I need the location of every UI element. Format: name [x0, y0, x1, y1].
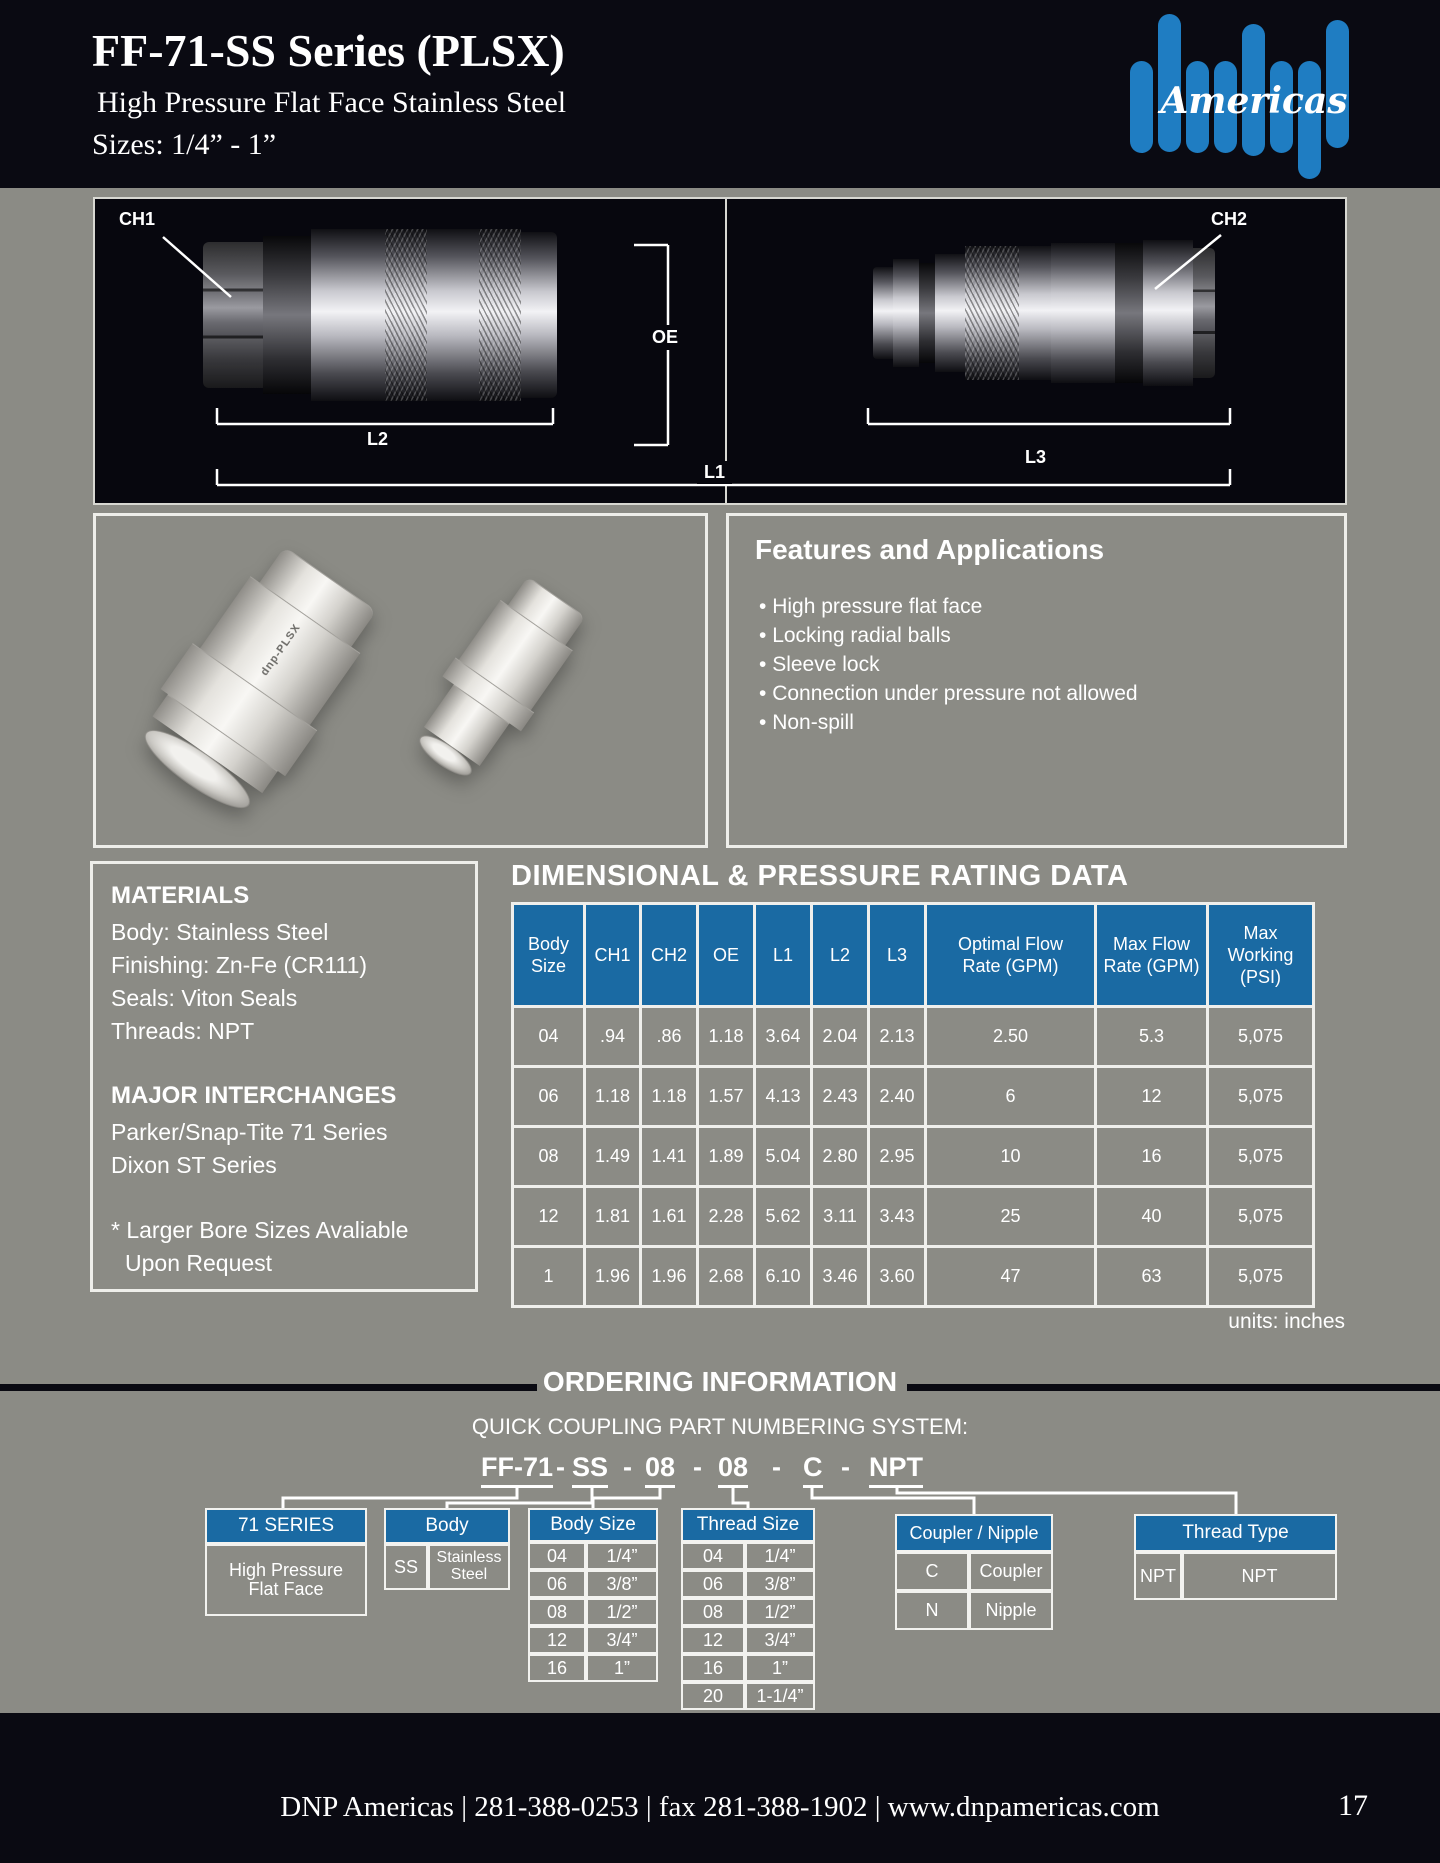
thread-size-box — [681, 1508, 815, 1710]
interchange-line: Dixon ST Series — [111, 1152, 277, 1178]
size-code: 06 — [528, 1570, 586, 1598]
cell: 2.28 — [698, 1187, 755, 1247]
cell: 2.68 — [698, 1247, 755, 1307]
cell: 1.96 — [641, 1247, 698, 1307]
ordering-title: ORDERING INFORMATION — [542, 1366, 898, 1397]
body-box-title: Body — [384, 1508, 510, 1544]
cell: .94 — [585, 1007, 641, 1067]
cell: 12 — [513, 1187, 585, 1247]
series-box-value: High Pressure Flat Face — [205, 1544, 367, 1616]
table-row — [513, 1187, 1314, 1247]
coupler-code: N — [895, 1591, 969, 1630]
cell: 1.18 — [641, 1067, 698, 1127]
cell: 2.40 — [869, 1067, 926, 1127]
series-box-title: 71 SERIES — [205, 1508, 367, 1544]
cell: 3.60 — [869, 1247, 926, 1307]
size-code: 08 — [681, 1598, 745, 1626]
column-header: Max Working (PSI) — [1208, 904, 1314, 1007]
body-box — [384, 1508, 510, 1590]
cell: 1.41 — [641, 1127, 698, 1187]
cell: 5,075 — [1208, 1187, 1314, 1247]
page-subtitle: High Pressure Flat Face Stainless Steel — [97, 86, 567, 119]
nipple-photo-panel — [725, 197, 1347, 505]
cell: 2.95 — [869, 1127, 926, 1187]
column-header: L1 — [755, 904, 812, 1007]
note-line: Upon Request — [125, 1250, 273, 1276]
size-code: 12 — [681, 1626, 745, 1654]
table-title: DIMENSIONAL & PRESSURE RATING DATA — [511, 860, 1129, 892]
part-segment-coupler: C — [803, 1452, 823, 1488]
materials-panel — [90, 861, 478, 1292]
cell: 25 — [926, 1187, 1096, 1247]
body-size-title: Body Size — [528, 1508, 658, 1542]
column-header: CH1 — [585, 904, 641, 1007]
nipple-photo — [873, 237, 1215, 389]
table-row — [513, 1127, 1314, 1187]
cell: 1.96 — [585, 1247, 641, 1307]
size-code: 12 — [528, 1626, 586, 1654]
cell: 5.3 — [1096, 1007, 1208, 1067]
thread-type-title: Thread Type — [1134, 1514, 1337, 1552]
cell: 2.50 — [926, 1007, 1096, 1067]
cell: 2.80 — [812, 1127, 869, 1187]
cell: 10 — [926, 1127, 1096, 1187]
cell: 3.43 — [869, 1187, 926, 1247]
series-box — [205, 1508, 367, 1616]
cell: 2.04 — [812, 1007, 869, 1067]
column-header: L2 — [812, 904, 869, 1007]
cell: 47 — [926, 1247, 1096, 1307]
coupler-box-title: Coupler / Nipple — [895, 1514, 1053, 1552]
size-code: 20 — [681, 1682, 745, 1710]
dim-label-l3: L3 — [1025, 447, 1047, 467]
dim-label-l1: L1 — [697, 461, 732, 484]
cell: 16 — [1096, 1127, 1208, 1187]
thread-type-code: NPT — [1134, 1552, 1182, 1600]
coupler-value: Coupler — [969, 1552, 1053, 1591]
size-code: 06 — [681, 1570, 745, 1598]
size-value: 3/4” — [745, 1626, 815, 1654]
feature-item: • Non-spill — [759, 708, 1344, 737]
sizes-line: Sizes: 1/4” - 1” — [92, 128, 277, 161]
body-size-box — [528, 1508, 658, 1682]
cell: 5,075 — [1208, 1127, 1314, 1187]
cell: 4.13 — [755, 1067, 812, 1127]
part-segment-series: FF-71 — [481, 1452, 553, 1488]
size-code: 04 — [681, 1542, 745, 1570]
cell: 1.81 — [585, 1187, 641, 1247]
cell: 2.43 — [812, 1067, 869, 1127]
column-header: Max Flow Rate (GPM) — [1096, 904, 1208, 1007]
size-value: 1/4” — [586, 1542, 658, 1570]
note-line: * Larger Bore Sizes Avaliable — [111, 1217, 409, 1243]
feature-item: • Connection under pressure not allowed — [759, 679, 1344, 708]
table-row — [513, 1007, 1314, 1067]
footer-contact-line: DNP Americas | 281-388-0253 | fax 281-388-1902 | www.dnpamericas.com — [280, 1791, 1160, 1823]
materials-line: Body: Stainless Steel — [111, 919, 329, 945]
dim-label-ch2: CH2 — [1211, 209, 1248, 229]
feature-item: • Locking radial balls — [759, 621, 1344, 650]
coupler-photo-panel — [93, 197, 727, 505]
features-list — [759, 592, 1344, 737]
cell: 12 — [1096, 1067, 1208, 1127]
cell: 5,075 — [1208, 1007, 1314, 1067]
dimensional-data-table — [511, 902, 1315, 1308]
cell: 63 — [1096, 1247, 1208, 1307]
features-panel — [726, 513, 1347, 848]
cell: 5.62 — [755, 1187, 812, 1247]
cell: 1.57 — [698, 1067, 755, 1127]
coupler-photo — [203, 229, 557, 401]
cell: 3.46 — [812, 1247, 869, 1307]
column-header: CH2 — [641, 904, 698, 1007]
column-header: Body Size — [513, 904, 585, 1007]
coupler-value: Nipple — [969, 1591, 1053, 1630]
coupler-code: C — [895, 1552, 969, 1591]
dim-label-oe: OE — [645, 325, 685, 350]
part-segment-threadsize: 08 — [718, 1452, 748, 1488]
cell: 1.49 — [585, 1127, 641, 1187]
dnp-logo — [1128, 6, 1380, 182]
cell: 3.11 — [812, 1187, 869, 1247]
product-render-panel — [93, 513, 708, 848]
cell: 08 — [513, 1127, 585, 1187]
size-code: 16 — [681, 1654, 745, 1682]
table-header-row — [513, 904, 1314, 1007]
cell: 5,075 — [1208, 1067, 1314, 1127]
cell: 1.89 — [698, 1127, 755, 1187]
thread-type-value: NPT — [1182, 1552, 1337, 1600]
coupler-render — [118, 530, 401, 832]
table-row — [513, 1247, 1314, 1307]
coupler-nipple-box — [895, 1514, 1053, 1630]
size-value: 1” — [586, 1654, 658, 1682]
features-title: Features and Applications — [755, 534, 1105, 565]
cell: 6 — [926, 1067, 1096, 1127]
cell: 1.18 — [698, 1007, 755, 1067]
size-value: 1/2” — [745, 1598, 815, 1626]
size-code: 08 — [528, 1598, 586, 1626]
part-segment-bodysize: 08 — [645, 1452, 675, 1488]
thread-size-title: Thread Size — [681, 1508, 815, 1542]
cell: 40 — [1096, 1187, 1208, 1247]
materials-line: Threads: NPT — [111, 1018, 255, 1044]
ordering-subtitle: QUICK COUPLING PART NUMBERING SYSTEM: — [471, 1414, 969, 1439]
nipple-render — [398, 568, 597, 793]
cell: 1.61 — [641, 1187, 698, 1247]
size-value: 1-1/4” — [745, 1682, 815, 1710]
size-value: 3/4” — [586, 1626, 658, 1654]
materials-title: MATERIALS — [111, 882, 250, 909]
materials-line: Seals: Viton Seals — [111, 985, 298, 1011]
table-row — [513, 1067, 1314, 1127]
cell: 5,075 — [1208, 1247, 1314, 1307]
cell: 06 — [513, 1067, 585, 1127]
cell: 2.13 — [869, 1007, 926, 1067]
header-band — [0, 0, 1440, 188]
body-value: Stainless Steel — [428, 1544, 510, 1590]
cell: 5.04 — [755, 1127, 812, 1187]
part-segment-threadtype: NPT — [869, 1452, 923, 1488]
page-title: FF-71-SS Series (PLSX) — [92, 25, 565, 76]
cell: .86 — [641, 1007, 698, 1067]
units-note: units: inches — [1228, 1310, 1345, 1333]
part-segment-body: SS — [572, 1452, 608, 1488]
size-value: 1/2” — [586, 1598, 658, 1626]
cell: 04 — [513, 1007, 585, 1067]
cell: 3.64 — [755, 1007, 812, 1067]
column-header: Optimal Flow Rate (GPM) — [926, 904, 1096, 1007]
size-code: 04 — [528, 1542, 586, 1570]
size-value: 1” — [745, 1654, 815, 1682]
size-code: 16 — [528, 1654, 586, 1682]
thread-type-box — [1134, 1514, 1337, 1600]
footer-band — [0, 1713, 1440, 1863]
part-dash: - — [772, 1452, 781, 1482]
part-dash: - — [693, 1452, 702, 1482]
part-dash: - — [623, 1452, 632, 1482]
size-value: 3/8” — [586, 1570, 658, 1598]
page-number: 17 — [1338, 1789, 1368, 1822]
cell: 1 — [513, 1247, 585, 1307]
cell: 1.18 — [585, 1067, 641, 1127]
size-value: 1/4” — [745, 1542, 815, 1570]
dim-label-ch1: CH1 — [119, 209, 156, 229]
cell: 6.10 — [755, 1247, 812, 1307]
feature-item: • High pressure flat face — [759, 592, 1344, 621]
interchange-line: Parker/Snap-Tite 71 Series — [111, 1119, 388, 1145]
product-marking: dnp-PLSX — [258, 621, 304, 678]
materials-line: Finishing: Zn-Fe (CR111) — [111, 952, 368, 978]
dim-label-l2: L2 — [367, 429, 389, 449]
column-header: L3 — [869, 904, 926, 1007]
column-header: OE — [698, 904, 755, 1007]
part-dash: - — [841, 1452, 850, 1482]
size-value: 3/8” — [745, 1570, 815, 1598]
interchanges-title: MAJOR INTERCHANGES — [111, 1082, 397, 1109]
part-dash: - — [556, 1452, 565, 1482]
feature-item: • Sleeve lock — [759, 650, 1344, 679]
logo-americas-text: Americas — [1160, 80, 1348, 122]
body-code: SS — [384, 1544, 428, 1590]
